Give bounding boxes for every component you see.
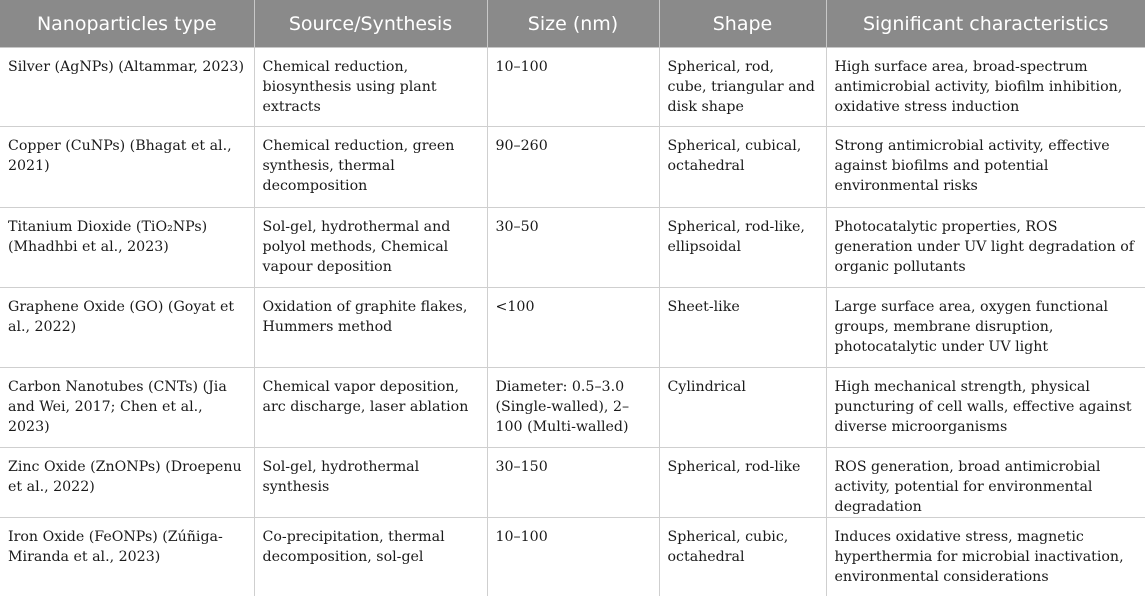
cell-source: Chemical reduction, green synthesis, thermal decomposition (254, 127, 487, 208)
cell-size: 30–150 (487, 448, 659, 518)
cell-size: 30–50 (487, 208, 659, 288)
cell-source: Chemical reduction, biosynthesis using plant extracts (254, 48, 487, 127)
table-row (0, 368, 1145, 448)
header-significant-characteristics: Significant characteristics (826, 0, 1145, 48)
cell-source: Co-precipitation, thermal decomposition, sol-gel (254, 518, 487, 596)
cell-characteristics: High surface area, broad-spectrum antimicrobial activity, biofilm inhibition, oxidative stress induction (826, 48, 1145, 127)
cell-type: Copper (CuNPs) (Bhagat et al., 2021) (0, 127, 254, 208)
cell-shape: Sheet-like (659, 288, 826, 368)
table-row (0, 288, 1145, 368)
cell-characteristics: Induces oxidative stress, magnetic hyperthermia for microbial inactivation, environmental considerations (826, 518, 1145, 596)
header-source-synthesis: Source/Synthesis (254, 0, 487, 48)
cell-shape: Spherical, rod-like, ellipsoidal (659, 208, 826, 288)
cell-shape: Spherical, rod-like (659, 448, 826, 518)
table-row (0, 518, 1145, 596)
header-size: Size (nm) (487, 0, 659, 48)
header-nanoparticles-type: Nanoparticles type (0, 0, 254, 48)
cell-characteristics: Large surface area, oxygen functional groups, membrane disruption, photocatalytic under UV light (826, 288, 1145, 368)
cell-size: 10–100 (487, 48, 659, 127)
cell-source: Oxidation of graphite flakes, Hummers method (254, 288, 487, 368)
cell-type: Zinc Oxide (ZnONPs) (Droepenu et al., 2022) (0, 448, 254, 518)
cell-source: Chemical vapor deposition, arc discharge, laser ablation (254, 368, 487, 448)
cell-source: Sol-gel, hydrothermal and polyol methods, Chemical vapour deposition (254, 208, 487, 288)
cell-shape: Spherical, cubical, octahedral (659, 127, 826, 208)
cell-type: Carbon Nanotubes (CNTs) (Jia and Wei, 2017; Chen et al., 2023) (0, 368, 254, 448)
cell-type: Titanium Dioxide (TiO₂NPs) (Mhadhbi et al., 2023) (0, 208, 254, 288)
table-row (0, 448, 1145, 518)
cell-type: Graphene Oxide (GO) (Goyat et al., 2022) (0, 288, 254, 368)
table-row (0, 48, 1145, 127)
cell-shape: Spherical, rod, cube, triangular and disk shape (659, 48, 826, 127)
cell-size: 10–100 (487, 518, 659, 596)
cell-size: <100 (487, 288, 659, 368)
cell-type: Silver (AgNPs) (Altammar, 2023) (0, 48, 254, 127)
cell-shape: Cylindrical (659, 368, 826, 448)
table-body (0, 48, 1145, 596)
table-row (0, 127, 1145, 208)
cell-size: 90–260 (487, 127, 659, 208)
cell-shape: Spherical, cubic, octahedral (659, 518, 826, 596)
header-row (0, 0, 1145, 48)
cell-size: Diameter: 0.5–3.0 (Single-walled), 2–100 (Multi-walled) (487, 368, 659, 448)
cell-characteristics: Photocatalytic properties, ROS generation under UV light degradation of organic pollutants (826, 208, 1145, 288)
table-header (0, 0, 1145, 48)
header-shape: Shape (659, 0, 826, 48)
cell-type: Iron Oxide (FeONPs) (Zúñiga-Miranda et al., 2023) (8, 529, 223, 565)
cell-source: Sol-gel, hydrothermal synthesis (254, 448, 487, 518)
cell-characteristics: ROS generation, broad antimicrobial activity, potential for environmental degradation (826, 448, 1145, 518)
table-row (0, 208, 1145, 288)
cell-characteristics: Strong antimicrobial activity, effective against biofilms and potential environmental risks (826, 127, 1145, 208)
cell-characteristics: High mechanical strength, physical puncturing of cell walls, effective against diverse microorganisms (826, 368, 1145, 448)
